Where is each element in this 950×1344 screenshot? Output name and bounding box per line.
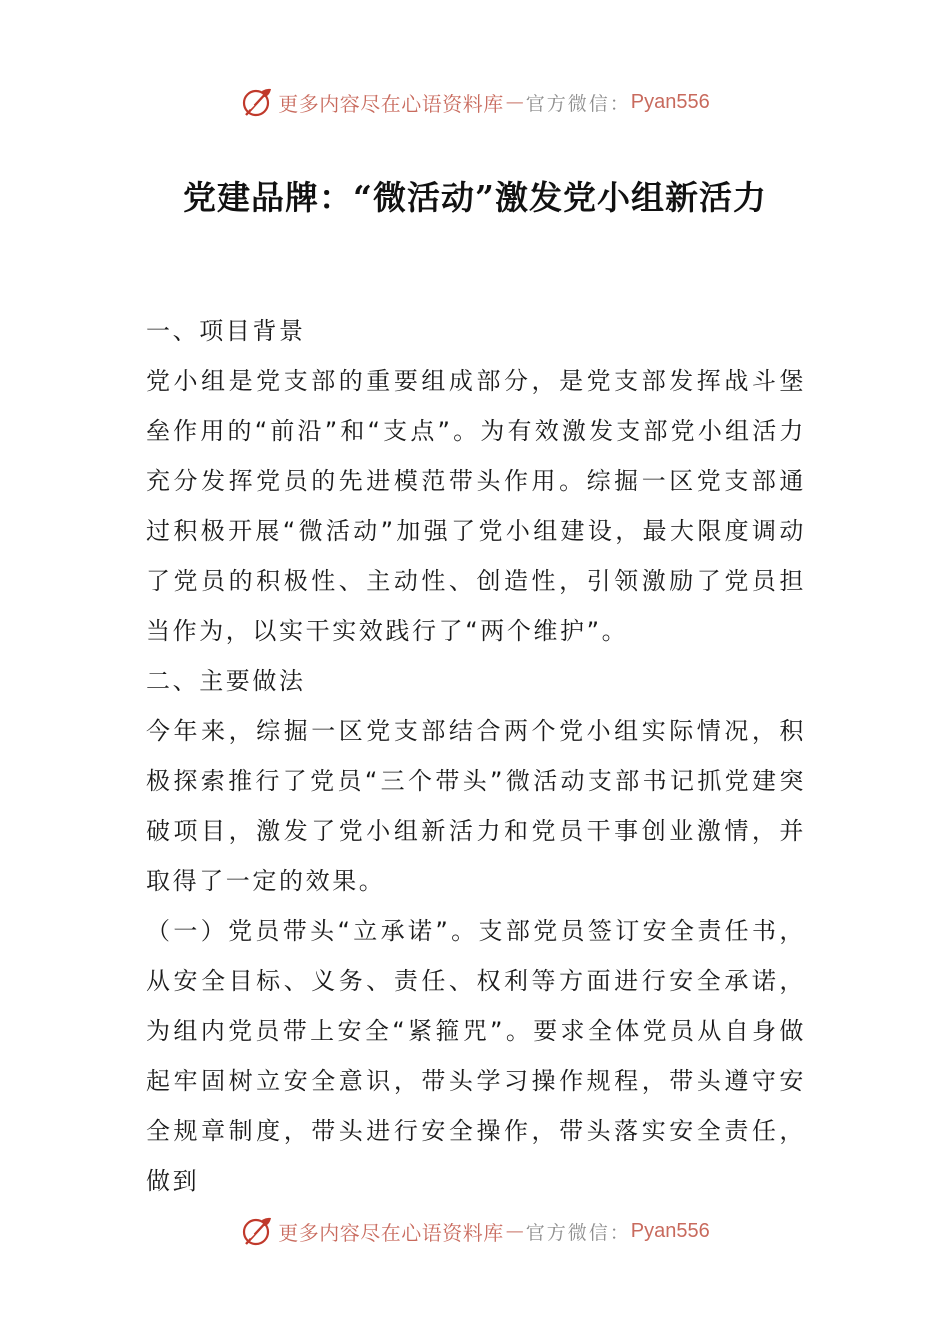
section-heading-background: 一、项目背景 (146, 317, 306, 345)
quill-seal-logo-icon (240, 1214, 274, 1248)
header-watermark (0, 82, 950, 122)
watermark-account-id: Pyan556 (630, 90, 710, 113)
paragraph-background: 党小组是党支部的重要组成部分，是党支部发挥战斗堡垒作用的“前沿”和“支点”。为有效激发支部党小组活力充分发挥党员的先进模范带头作用。综掘一区党支部通过积极开展“微活动”加强了党小组建设，最大限度调动了党员的积极性、主动性、创造性，引领激励了党员担当作为，以实干实效践行了“两个维护”。 (146, 367, 806, 645)
quill-seal-logo-icon (240, 85, 274, 119)
paragraph-commitment: （一）党员带头“立承诺”。支部党员签订安全责任书，从安全目标、义务、责任、权利等方面进行安全承诺，为组内党员带上安全“紧箍咒”。要求全体党员从自身做起牢固树立安全意识，带头学习操作规程，带头遵守安全规章制度，带头进行安全操作，带头落实安全责任，做到 (146, 917, 806, 1195)
paragraph-methods-intro: 今年来，综掘一区党支部结合两个党小组实际情况，积极探索推行了党员“三个带头”微活动支部书记抓党建突破项目，激发了党小组新活力和党员干事创业激情，并取得了一定的效果。 (146, 717, 806, 895)
document-body (146, 306, 806, 1206)
section-heading-methods: 二、主要做法 (146, 667, 306, 695)
watermark-wechat-label: 官方微信： (525, 92, 631, 115)
watermark-dash: — (505, 91, 524, 113)
document-title: 党建品牌：“微活动”激发党小组新活力 (183, 178, 767, 217)
footer-watermark (0, 1211, 950, 1251)
watermark-account-id: Pyan556 (630, 1219, 710, 1242)
watermark-dash: — (505, 1220, 524, 1242)
watermark-wechat-label: 官方微信： (525, 1221, 631, 1244)
watermark-slogan: 更多内容尽在心语资料库 (278, 91, 504, 116)
watermark-slogan: 更多内容尽在心语资料库 (278, 1220, 504, 1245)
